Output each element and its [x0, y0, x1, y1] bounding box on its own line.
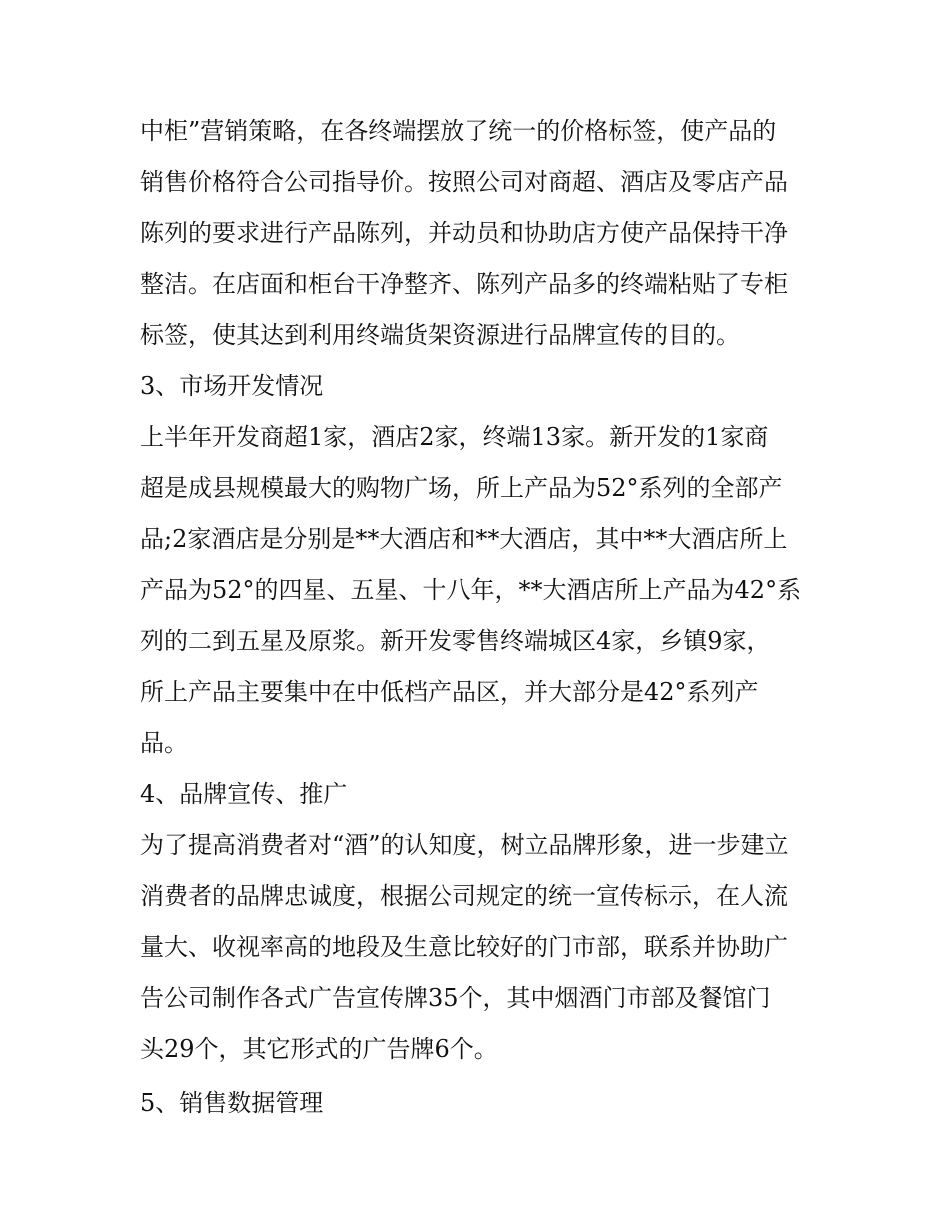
paragraph-line: 品。 [140, 729, 188, 757]
document-body [140, 106, 820, 1129]
paragraph-line: 超是成县规模最大的购物广场，所上产品为52°系列的全部产 [140, 474, 783, 502]
section-heading: 5、销售数据管理 [140, 1089, 324, 1117]
section-heading: 3、市场开发情况 [140, 372, 324, 400]
paragraph-line: 量大、收视率高的地段及生意比较好的门市部，联系并协助广 [140, 933, 788, 961]
paragraph-line: 上半年开发商超1家，酒店2家，终端13家。新开发的1家商 [140, 423, 769, 451]
paragraph-line: 品;2家酒店是分别是**大酒店和**大酒店，其中**大酒店所上 [140, 525, 788, 553]
paragraph-line: 陈列的要求进行产品陈列，并动员和协助店方使产品保持干净 [140, 219, 788, 247]
paragraph-line: 中柜”营销策略，在各终端摆放了统一的价格标签，使产品的 [140, 117, 777, 145]
paragraph-line: 为了提高消费者对“酒”的认知度，树立品牌形象，进一步建立 [140, 831, 789, 859]
section-heading: 4、品牌宣传、推广 [140, 780, 348, 808]
paragraph-line: 列的二到五星及原浆。新开发零售终端城区4家，乡镇9家， [140, 627, 771, 655]
paragraph-line: 标签，使其达到利用终端货架资源进行品牌宣传的目的。 [140, 321, 740, 349]
paragraph-line: 销售价格符合公司指导价。按照公司对商超、酒店及零店产品 [140, 168, 788, 196]
paragraph-line: 整洁。在店面和柜台干净整齐、陈列产品多的终端粘贴了专柜 [140, 270, 788, 298]
paragraph-line: 告公司制作各式广告宣传牌35个，其中烟酒门市部及餐馆门 [140, 984, 771, 1012]
paragraph-line: 头29个，其它形式的广告牌6个。 [140, 1035, 498, 1063]
paragraph-line: 所上产品主要集中在中低档产品区，并大部分是42°系列产 [140, 678, 759, 706]
paragraph-line: 产品为52°的四星、五星、十八年，**大酒店所上产品为42°系 [140, 576, 802, 604]
paragraph-line: 消费者的品牌忠诚度，根据公司规定的统一宣传标示，在人流 [140, 882, 788, 910]
